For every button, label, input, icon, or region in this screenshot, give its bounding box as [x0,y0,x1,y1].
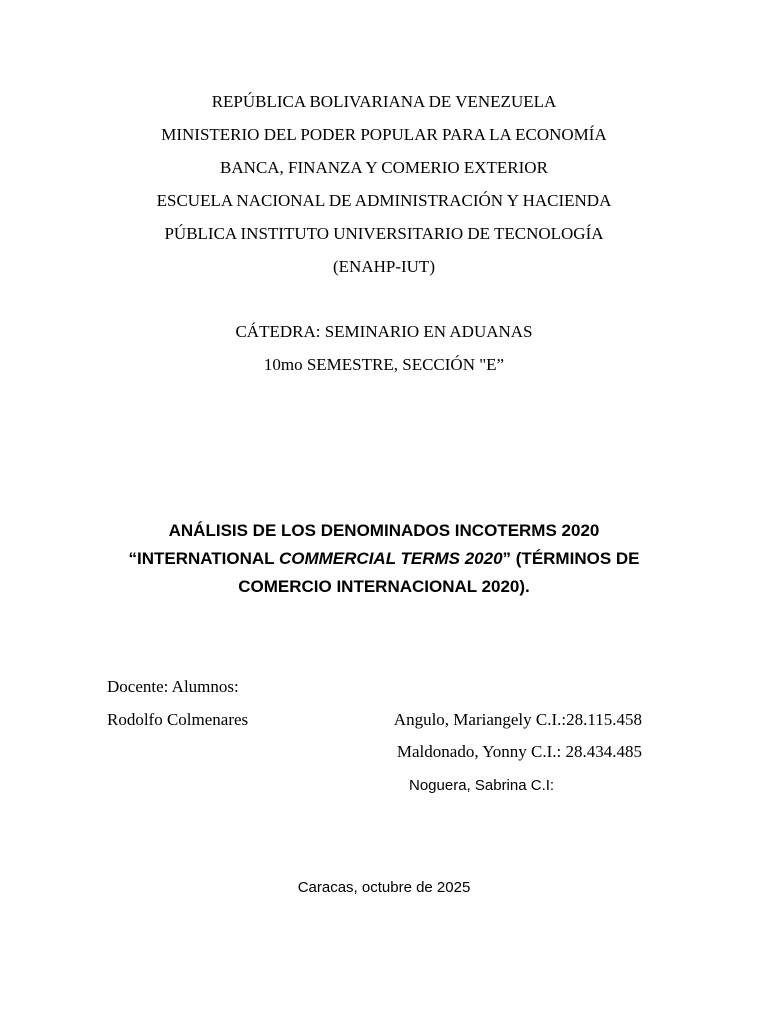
title-line-2-open: “INTERNATIONAL [128,549,279,568]
header-line-republica: REPÚBLICA BOLIVARIANA DE VENEZUELA [211,92,557,111]
title-line-3: COMERCIO INTERNACIONAL 2020). [238,577,530,596]
semestre-line: 10mo SEMESTRE, SECCIÓN "E” [263,355,505,374]
header-line-acronym: (ENAHP-IUT) [333,257,435,276]
title-line-2 [120,545,648,573]
title-line-2-italic: COMMERCIAL TERMS 2020 [278,549,503,568]
catedra-line: CÁTEDRA: SEMINARIO EN ADUANAS [235,322,533,341]
docente-alumnos-label: Docente: Alumnos: [107,677,239,696]
place-date: Caracas, octubre de 2025 [297,879,471,896]
docente-name: Rodolfo Colmenares [107,710,249,729]
title-line-1: ANÁLISIS DE LOS DENOMINADOS INCOTERMS 2020 [168,521,600,540]
header-line-banca: BANCA, FINANZA Y COMERIO EXTERIOR [220,158,548,177]
header-line-ministerio: MINISTERIO DEL PODER POPULAR PARA LA ECONOMÍA [161,125,607,144]
title-line-2-rest: ” (TÉRMINOS DE [502,549,640,568]
document-title [120,517,648,601]
header-line-instituto: PÚBLICA INSTITUTO UNIVERSITARIO DE TECNOLOGÍA [164,224,604,243]
student-maldonado: Maldonado, Yonny C.I.: 28.434.485 [396,742,642,761]
student-angulo: Angulo, Mariangely C.I.:28.115.458 [393,710,642,729]
header-line-escuela: ESCUELA NACIONAL DE ADMINISTRACIÓN Y HACIENDA [156,191,612,210]
student-noguera: Noguera, Sabrina C.I: [409,777,555,794]
